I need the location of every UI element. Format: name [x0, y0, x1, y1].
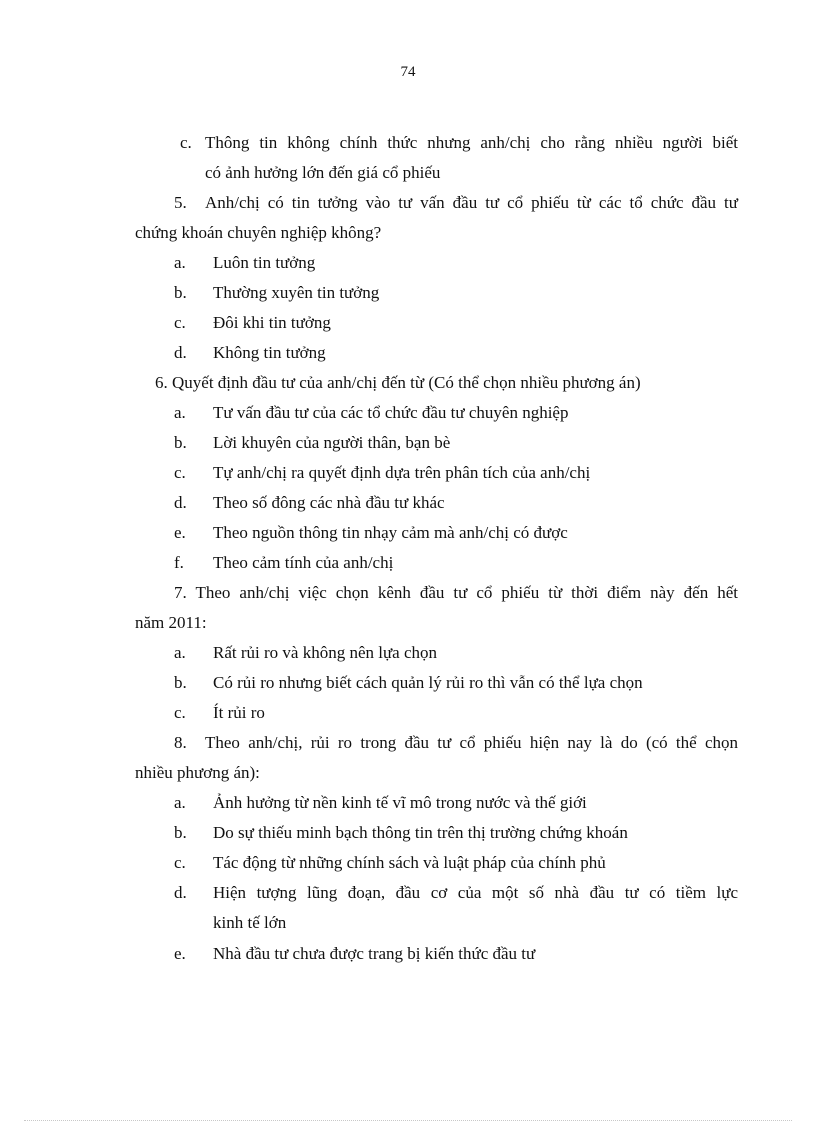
option-text: Thông tin không chính thức nhưng anh/chị cho rằng nhiều người biết — [205, 133, 738, 152]
option-label: a. — [174, 643, 186, 662]
question-number: 5. — [174, 193, 187, 212]
option-text: Luôn tin tưởng — [213, 253, 316, 272]
question-text: 7. Theo anh/chị việc chọn kênh đầu tư cổ phiếu từ thời điểm này đến hết — [174, 583, 738, 602]
option-text: Tư vấn đầu tư của các tổ chức đầu tư chuyên nghiệp — [213, 403, 569, 422]
option-label: c. — [174, 853, 186, 872]
option-text: Lời khuyên của người thân, bạn bè — [213, 433, 451, 452]
option-text-continued: kinh tế lớn — [213, 913, 287, 932]
option-text-continued: có ảnh hưởng lớn đến giá cổ phiếu — [205, 163, 441, 182]
option-label: d. — [174, 493, 187, 512]
question-text-continued: năm 2011: — [135, 613, 207, 632]
option-label: c. — [174, 703, 186, 722]
option-label: d. — [174, 883, 187, 902]
option-label: a. — [174, 403, 186, 422]
option-label: b. — [174, 283, 187, 302]
option-label: c. — [174, 463, 186, 482]
option-label: b. — [174, 823, 187, 842]
question-text: Anh/chị có tin tưởng vào tư vấn đầu tư cổ phiếu từ các tổ chức đầu tư — [205, 193, 738, 212]
question-text: Theo anh/chị, rủi ro trong đầu tư cổ phiếu hiện nay là do (có thể chọn — [205, 733, 738, 752]
option-label: b. — [174, 673, 187, 692]
option-text: Do sự thiếu minh bạch thông tin trên thị trường chứng khoán — [213, 823, 628, 842]
option-text: Không tin tưởng — [213, 343, 326, 362]
option-text: Theo cảm tính của anh/chị — [213, 553, 394, 572]
option-label: a. — [174, 793, 186, 812]
question-text-continued: chứng khoán chuyên nghiệp không? — [135, 223, 382, 242]
option-label: f. — [174, 553, 184, 572]
option-label: b. — [174, 433, 187, 452]
option-text: Có rủi ro nhưng biết cách quản lý rủi ro thì vẫn có thể lựa chọn — [213, 673, 643, 692]
option-text: Đôi khi tin tưởng — [213, 313, 331, 332]
question-text-continued: nhiều phương án): — [135, 763, 260, 782]
page-number: 74 — [400, 64, 416, 80]
option-text: Nhà đầu tư chưa được trang bị kiến thức đầu tư — [213, 944, 536, 963]
option-text: Ảnh hưởng từ nền kinh tế vĩ mô trong nước và thế giới — [213, 793, 587, 812]
option-text: Hiện tượng lũng đoạn, đầu cơ của một số nhà đầu tư có tiềm lực — [213, 883, 738, 902]
option-text: Rất rủi ro và không nên lựa chọn — [213, 643, 438, 662]
option-text: Theo số đông các nhà đầu tư khác — [213, 493, 445, 512]
option-text: Tự anh/chị ra quyết định dựa trên phân tích của anh/chị — [213, 463, 591, 482]
page-bottom-divider — [24, 1120, 792, 1121]
option-label: d. — [174, 343, 187, 362]
option-label: e. — [174, 523, 186, 542]
option-text: Ít rủi ro — [213, 703, 265, 722]
option-text: Thường xuyên tin tưởng — [213, 283, 380, 302]
question-number: 8. — [174, 733, 187, 752]
option-text: Tác động từ những chính sách và luật pháp của chính phủ — [213, 853, 606, 872]
option-label: e. — [174, 944, 186, 963]
option-text: Theo nguồn thông tin nhạy cảm mà anh/chị có được — [213, 523, 568, 542]
question-text: 6. Quyết định đầu tư của anh/chị đến từ (Có thể chọn nhiều phương án) — [155, 373, 641, 392]
option-label: c. — [180, 133, 192, 152]
option-label: a. — [174, 253, 186, 272]
option-label: c. — [174, 313, 186, 332]
